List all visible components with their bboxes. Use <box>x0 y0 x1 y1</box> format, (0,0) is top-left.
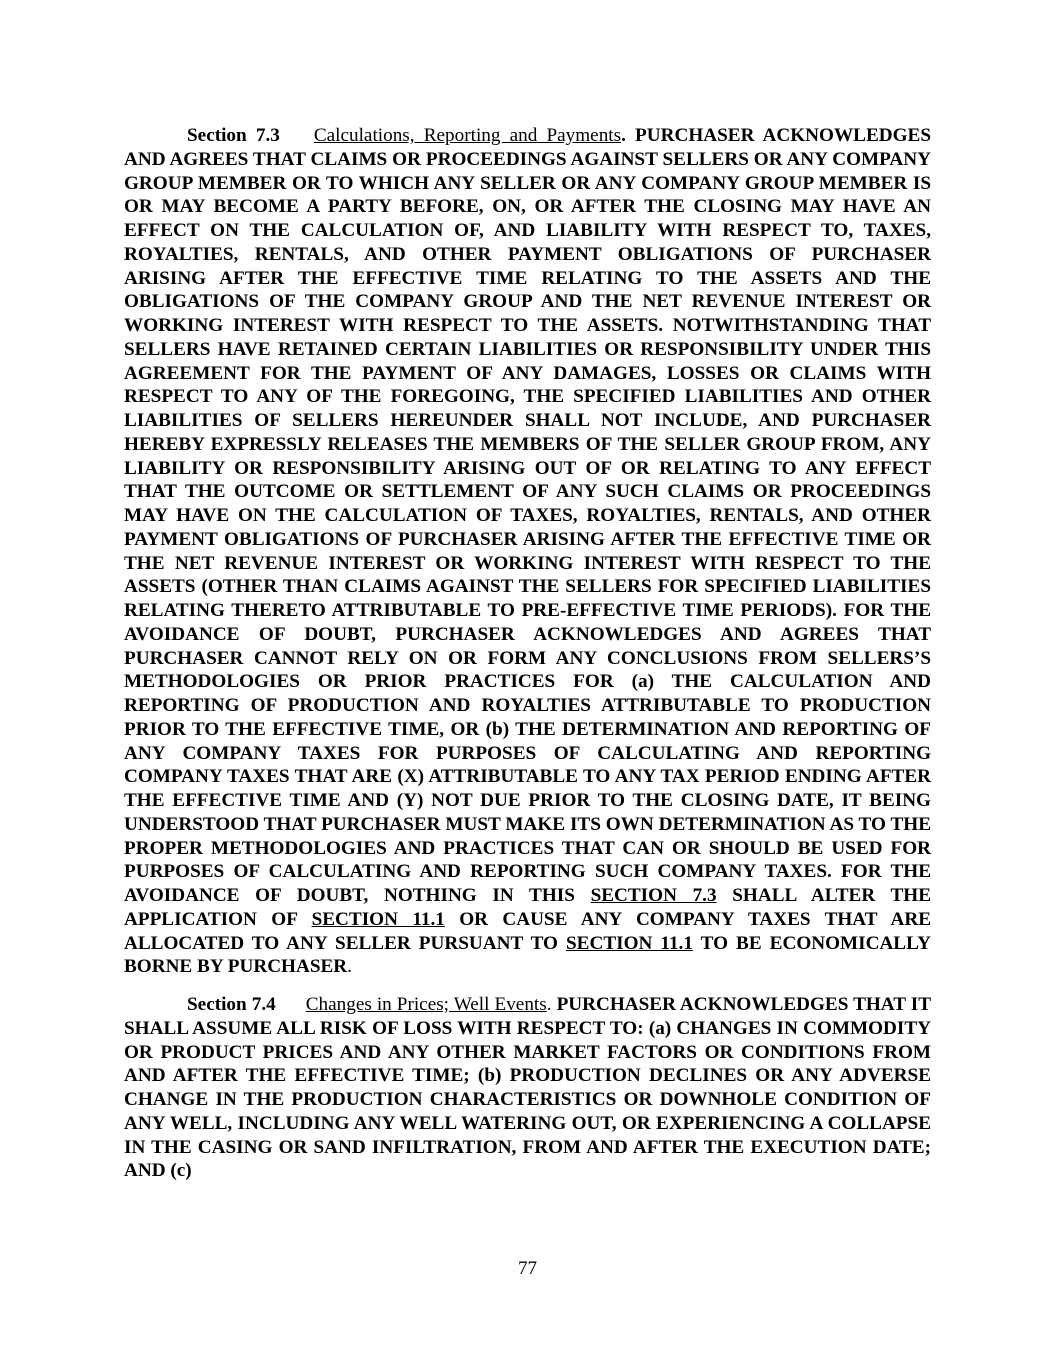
section-7-3-title-period: . <box>621 125 626 146</box>
section-7-4-number: Section 7.4 <box>187 994 276 1015</box>
section-7-3-end-period: . <box>347 956 352 978</box>
section-7-3-cross-reference: SECTION 7.3 <box>590 885 717 906</box>
section-7-3-paragraph <box>124 124 931 979</box>
section-11-1-cross-reference: SECTION 11.1 <box>311 908 445 930</box>
section-7-3-body-1: PURCHASER ACKNOWLEDGES AND AGREES THAT CLAIMS OR PROCEEDINGS AGAINST SELLERS OR ANY COMPANY GROUP MEMBER OR TO WHICH ANY SELLER OR ANY COMPANY GROUP MEMBER IS OR MAY BECOME A PARTY BEFORE, ON, OR AFTER THE CLOSING MAY HAVE AN EFFECT ON THE CALCULATION OF, AND LIABILITY WITH RESPECT TO, TAXES, ROYALTIES, RENTALS, AND OTHER PAYMENT OBLIGATIONS OF PURCHASER ARISING AFTER THE EFFECTIVE TIME RELATING TO THE ASSETS AND THE OBLIGATIONS OF THE COMPANY GROUP AND THE NET REVENUE INTEREST OR WORKING INTEREST WITH RESPECT TO THE ASSETS. NOTWITHSTANDING THAT SELLERS HAVE RETAINED CERTAIN LIABILITIES OR RESPONSIBILITY UNDER THIS AGREEMENT FOR THE PAYMENT OF ANY DAMAGES, LOSSES OR CLAIMS WITH RESPECT TO ANY OF THE FOREGOING, THE SPECIFIED LIABILITIES AND OTHER LIABILITIES OF SELLERS HEREUNDER SHALL NOT INCLUDE, AND PURCHASER HEREBY EXPRESSLY RELEASES THE MEMBERS OF THE SELLER GROUP FROM, ANY LIABILITY OR RESPONSIBILITY ARISING OUT OF OR RELATING TO ANY EFFECT THAT THE OUTCOME OR SETTLEMENT OF ANY SUCH CLAIMS OR PROCEEDINGS MAY HAVE ON THE CALCULATION OF TAXES, ROYALTIES, RENTALS, AND OTHER PAYMENT OBLIGATIONS OF PURCHASER ARISING AFTER THE EFFECTIVE TIME OR THE NET REVENUE INTEREST OR WORKING INTEREST WITH RESPECT TO THE ASSETS (OTHER THAN CLAIMS AGAINST THE SELLERS FOR SPECIFIED LIABILITIES RELATING THERETO ATTRIBUTABLE TO PRE-EFFECTIVE TIME PERIODS). FOR THE AVOIDANCE OF DOUBT, PURCHASER ACKNOWLEDGES AND AGREES THAT PURCHASER CANNOT RELY ON OR FORM ANY CONCLUSIONS FROM SELLERS’S METHODOLOGIES OR PRIOR PRACTICES FOR (a) THE CALCULATION AND REPORTING OF PRODUCTION AND ROYALTIES ATTRIBUTABLE TO PRODUCTION PRIOR TO THE EFFECTIVE TIME, OR (b) THE DETERMINATION AND REPORTING OF ANY COMPANY TAXES FOR PURPOSES OF CALCULATING AND REPORTING COMPANY TAXES THAT ARE (X) ATTRIBUTABLE TO ANY TAX PERIOD ENDING AFTER THE EFFECTIVE TIME AND (Y) NOT DUE PRIOR TO THE CLOSING DATE, IT BEING UNDERSTOOD THAT PURCHASER MUST MAKE ITS OWN DETERMINATION AS TO THE PROPER METHODOLOGIES AND PRACTICES THAT CAN OR SHOULD BE USED FOR PURPOSES OF CALCULATING AND REPORTING SUCH COMPANY TAXES. FOR THE AVOIDANCE OF DOUBT, NOTHING IN THIS <box>124 125 931 906</box>
section-7-3-number: Section 7.3 <box>187 125 280 146</box>
section-7-4-paragraph <box>124 993 931 1183</box>
section-7-4-title-period: . <box>546 994 552 1015</box>
section-7-4-body: PURCHASER ACKNOWLEDGES THAT IT SHALL ASSUME ALL RISK OF LOSS WITH RESPECT TO: (a) CHANGES IN COMMODITY OR PRODUCT PRICES AND ANY OTHER MARKET FACTORS OR CONDITIONS FROM AND AFTER THE EFFECTIVE TIME; (b) PRODUCTION DECLINES OR ANY ADVERSE CHANGE IN THE PRODUCTION CHARACTERISTICS OR DOWNHOLE CONDITION OF ANY WELL, INCLUDING ANY WELL WATERING OUT, OR EXPERIENCING A COLLAPSE IN THE CASING OR SAND INFILTRATION, FROM AND AFTER THE EXECUTION DATE; AND (c) <box>124 994 931 1182</box>
section-11-1-cross-reference-second: SECTION 11.1 <box>566 932 693 954</box>
section-7-3-title: Calculations, Reporting and Payments <box>313 125 622 146</box>
section-7-3-body-3: OR CAUSE ANY COMPANY TAXES THAT ARE ALLOCATED TO ANY SELLER PURSUANT TO <box>124 908 932 954</box>
section-7-4-title: Changes in Prices; Well Events <box>305 994 547 1015</box>
section-7-3-body-4: TO BE ECONOMICALLY BORNE BY PURCHASER <box>124 932 931 978</box>
page-number: 77 <box>518 1258 537 1279</box>
document-page <box>124 124 931 1183</box>
section-7-3-body-2: SHALL ALTER THE APPLICATION OF <box>124 885 932 930</box>
